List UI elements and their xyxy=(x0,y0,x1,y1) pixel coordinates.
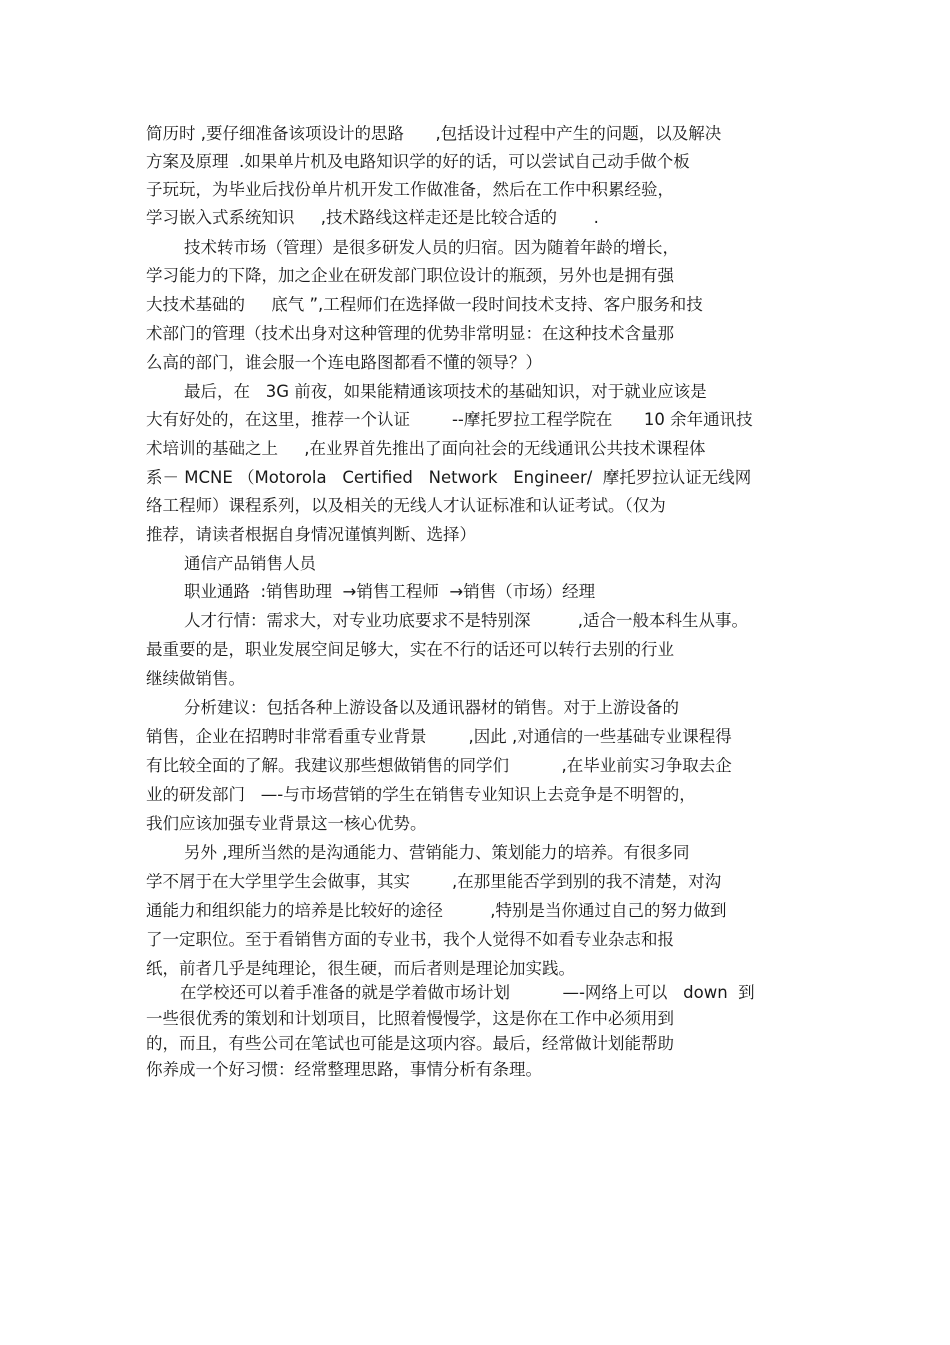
text-line: 术培训的基础之上 ,在业界首先推出了面向社会的无线通讯公共技术课程体 xyxy=(146,439,706,458)
text-line: 通能力和组织能力的培养是比较好的途径 ,特别是当你通过自己的努力做到 xyxy=(146,901,727,920)
text-line: 子玩玩，为毕业后找份单片机开发工作做准备，然后在工作中积累经验， xyxy=(146,180,674,199)
text-line: 一些很优秀的策划和计划项目，比照着慢慢学，这是你在工作中必须用到 xyxy=(146,1009,674,1028)
paragraph-start-line: 最后，在 3G 前夜，如果能精通该项技术的基础知识，对于就业应该是 xyxy=(184,382,707,401)
paragraph-start-line: 另外 ,理所当然的是沟通能力、营销能力、策划能力的培养。有很多同 xyxy=(184,843,690,862)
paragraph-start-line: 人才行情：需求大，对专业功底要求不是特别深 ,适合一般本科生从事。 xyxy=(184,611,748,630)
text-line: 学不屑于在大学里学生会做事，其实 ,在那里能否学到别的我不清楚，对沟 xyxy=(146,872,722,891)
text-line: 最重要的是，职业发展空间足够大，实在不行的话还可以转行去别的行业 xyxy=(146,640,674,659)
text-line: 业的研发部门 —-与市场营销的学生在销售专业知识上去竞争是不明智的， xyxy=(146,785,696,804)
section-heading: 通信产品销售人员 xyxy=(184,554,316,573)
text-line: 大技术基础的 底气 ”,工程师们在选择做一段时间技术支持、客户服务和技 xyxy=(146,295,703,314)
text-line: 了一定职位。至于看销售方面的专业书，我个人觉得不如看专业杂志和报 xyxy=(146,930,674,949)
text-line: 方案及原理 .如果单片机及电路知识学的好的话，可以尝试自己动手做个板 xyxy=(146,152,690,171)
text-line: 有比较全面的了解。我建议那些想做销售的同学们 ,在毕业前实习争取去企 xyxy=(146,756,732,775)
text-line: 纸，前者几乎是纯理论，很生硬，而后者则是理论加实践。 xyxy=(146,959,575,978)
text-line: 的，而且，有些公司在笔试也可能是这项内容。最后，经常做计划能帮助 xyxy=(146,1034,674,1053)
paragraph-start-line: 分析建议：包括各种上游设备以及通讯器材的销售。对于上游设备的 xyxy=(184,698,679,717)
text-line: 继续做销售。 xyxy=(146,669,245,688)
text-line: 术部门的管理（技术出身对这种管理的优势非常明显：在这种技术含量那 xyxy=(146,324,674,343)
text-line: 学习能力的下降，加之企业在研发部门职位设计的瓶颈，另外也是拥有强 xyxy=(146,266,674,285)
text-line: 络工程师）课程系列，以及相关的无线人才认证标准和认证考试。（仅为 xyxy=(146,496,666,515)
text-line: 销售，企业在招聘时非常看重专业背景 ,因此 ,对通信的一些基础专业课程得 xyxy=(146,727,732,746)
text-line: 么高的部门，谁会服一个连电路图都看不懂的领导？） xyxy=(146,353,542,372)
paragraph-start-line: 技术转市场（管理）是很多研发人员的归宿。因为随着年龄的增长， xyxy=(184,238,679,257)
text-line: 我们应该加强专业背景这一核心优势。 xyxy=(146,814,427,833)
text-line: 简历时 ,要仔细准备该项设计的思路 ,包括设计过程中产生的问题，以及解决 xyxy=(146,124,722,143)
paragraph-start-line: 在学校还可以着手准备的就是学着做市场计划 —-网络上可以 down 到 xyxy=(180,983,755,1002)
text-line: 大有好处的，在这里，推荐一个认证 --摩托罗拉工程学院在 10 余年通讯技 xyxy=(146,410,753,429)
text-line: 你养成一个好习惯：经常整理思路，事情分析有条理。 xyxy=(146,1060,542,1079)
text-line: 推荐，请读者根据自身情况谨慎判断、选择） xyxy=(146,525,476,544)
career-path-line: 职业通路 :销售助理 →销售工程师 →销售（市场）经理 xyxy=(184,582,596,601)
text-line: 系－ MCNE （Motorola Certified Network Engineer/ 摩托罗拉认证无线网 xyxy=(146,468,752,487)
text-line: 学习嵌入式系统知识 ,技术路线这样走还是比较合适的 . xyxy=(146,208,599,227)
